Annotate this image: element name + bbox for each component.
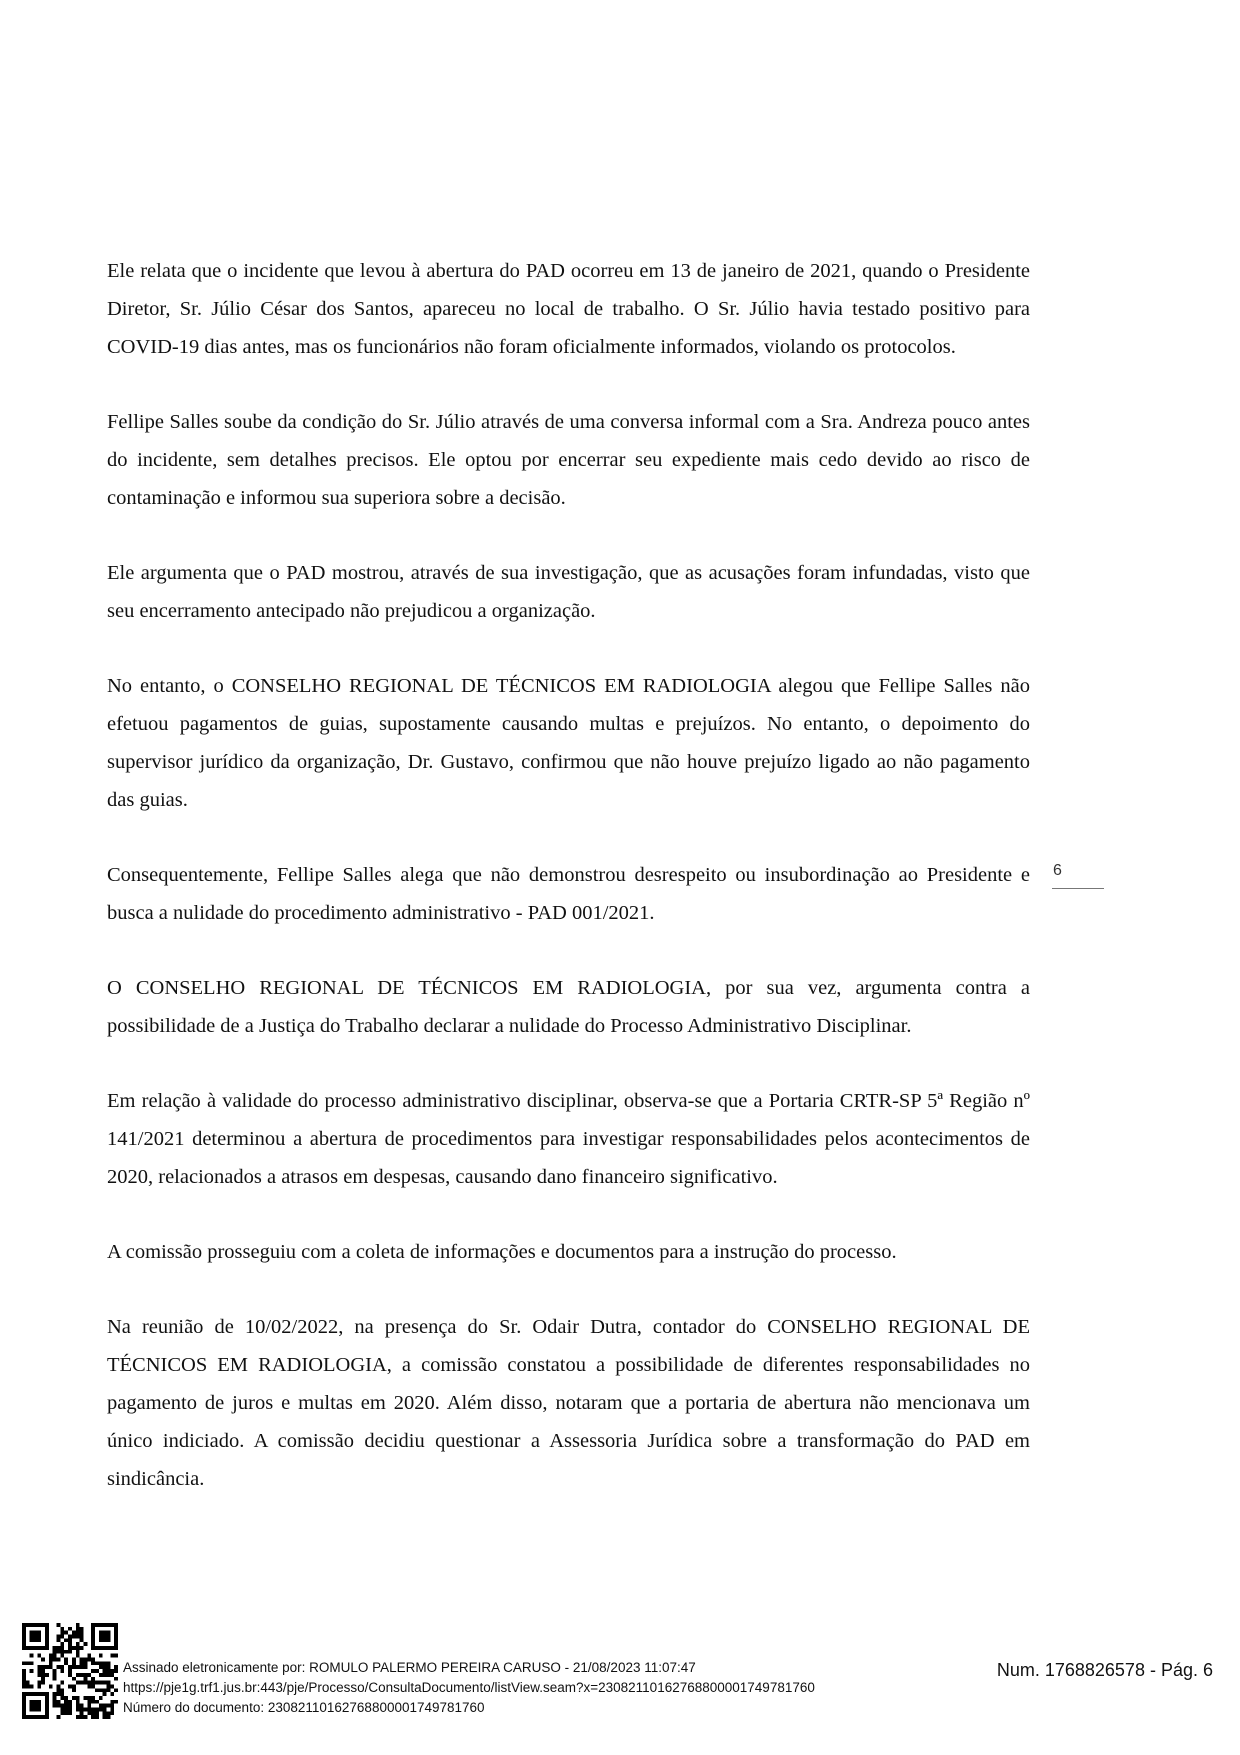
page-number-rule — [1052, 888, 1104, 889]
document-body — [107, 252, 1030, 1535]
paragraph-2: Fellipe Salles soube da condição do Sr. Júlio através de uma conversa informal com a Sra. Andreza pouco antes do incidente, sem detalhes precisos. Ele optou por encerrar seu expediente mais cedo devido ao risco de contaminação e informou sua superiora sobre a decisão. — [107, 411, 1030, 509]
paragraph-8: A comissão prosseguiu com a coleta de informações e documentos para a instrução do processo. — [107, 1241, 897, 1263]
page-number-marker — [1052, 862, 1102, 889]
paragraph-4: No entanto, o CONSELHO REGIONAL DE TÉCNICOS EM RADIOLOGIA alegou que Fellipe Salles não efetuou pagamentos de guias, supostamente causando multas e prejuízos. No entanto, o depoimento do supervisor jurídico da organização, Dr. Gustavo, confirmou que não houve prejuízo ligado ao não pagamento das guias. — [107, 675, 1030, 811]
document-url[interactable]: https://pje1g.trf1.jus.br:443/pje/Processo/ConsultaDocumento/listView.seam?x=23082110162768800001749781760 — [123, 1680, 815, 1695]
document-reference: Num. 1768826578 - Pág. 6 — [996, 1660, 1213, 1680]
signed-by-text: Assinado eletronicamente por: ROMULO PALERMO PEREIRA CARUSO - 21/08/2023 11:07:47 — [123, 1660, 696, 1675]
paragraph-5: Consequentemente, Fellipe Salles alega que não demonstrou desrespeito ou insubordinação ao Presidente e busca a nulidade do procedimento administrativo - PAD 001/2021. — [107, 864, 1030, 924]
paragraph-9: Na reunião de 10/02/2022, na presença do Sr. Odair Dutra, contador do CONSELHO REGIONAL DE TÉCNICOS EM RADIOLOGIA, a comissão constatou a possibilidade de diferentes responsabilidades no pagamento de juros e multas em 2020. Além disso, notaram que a portaria de abertura não mencionava um único indiciado. A comissão decidiu questionar a Assessoria Jurídica sobre a transformação do PAD em sindicância. — [107, 1316, 1030, 1490]
qr-code-icon — [22, 1623, 118, 1719]
paragraph-7: Em relação à validade do processo administrativo disciplinar, observa-se que a Portaria CRTR-SP 5ª Região nº 141/2021 determinou a abertura de procedimentos para investigar responsabilidades pelos acontecimentos de 2020, relacionados a atrasos em despesas, causando dano financeiro significativo. — [107, 1090, 1030, 1188]
paragraph-6: O CONSELHO REGIONAL DE TÉCNICOS EM RADIOLOGIA, por sua vez, argumenta contra a possibilidade de a Justiça do Trabalho declarar a nulidade do Processo Administrativo Disciplinar. — [107, 977, 1030, 1037]
paragraph-3: Ele argumenta que o PAD mostrou, através de sua investigação, que as acusações foram infundadas, visto que seu encerramento antecipado não prejudicou a organização. — [107, 562, 1030, 622]
signature-footer — [123, 1658, 815, 1718]
paragraph-1: Ele relata que o incidente que levou à abertura do PAD ocorreu em 13 de janeiro de 2021, quando o Presidente Diretor, Sr. Júlio César dos Santos, apareceu no local de trabalho. O Sr. Júlio havia testado positivo para COVID-19 dias antes, mas os funcionários não foram oficialmente informados, violando os protocolos. — [107, 260, 1030, 358]
page-number: 6 — [1053, 862, 1062, 879]
document-number: Número do documento: 23082110162768800001749781760 — [123, 1700, 485, 1715]
